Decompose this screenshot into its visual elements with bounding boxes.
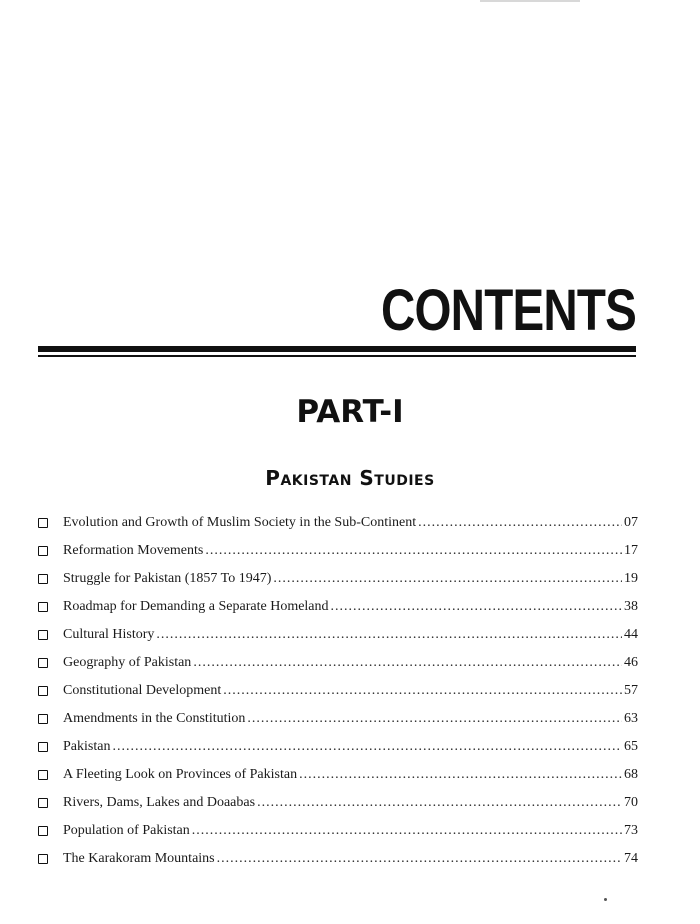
toc-entry[interactable] — [38, 680, 638, 702]
dot-leader — [273, 571, 622, 585]
toc-entry-title: Evolution and Growth of Muslim Society in the Sub-Continent — [63, 515, 417, 530]
toc-entry[interactable] — [38, 596, 638, 618]
toc-entry-title: Pakistan — [63, 739, 111, 754]
section-title: Pakistan Studies — [265, 466, 435, 490]
toc-entry-title: Constitutional Development — [63, 683, 222, 698]
dot-leader — [193, 655, 622, 669]
part-title: PART-I — [296, 394, 404, 430]
dot-leader — [299, 767, 622, 781]
scan-smudge — [480, 0, 580, 2]
toc-entry-page: 38 — [624, 599, 638, 614]
checkbox-bullet-icon — [38, 770, 48, 780]
checkbox-bullet-icon — [38, 798, 48, 808]
toc-entry-title: Struggle for Pakistan (1857 To 1947) — [63, 571, 272, 586]
toc-entry-page: 63 — [624, 711, 638, 726]
toc-entry-page: 68 — [624, 767, 638, 782]
toc-entry[interactable] — [38, 624, 638, 646]
checkbox-bullet-icon — [38, 630, 48, 640]
checkbox-bullet-icon — [38, 714, 48, 724]
toc-entry[interactable] — [38, 820, 638, 842]
toc-entry-title: Roadmap for Demanding a Separate Homeland — [63, 599, 329, 614]
dot-leader — [418, 515, 622, 529]
dot-leader — [223, 683, 622, 697]
dot-leader — [257, 795, 622, 809]
dot-leader — [112, 739, 622, 753]
checkbox-bullet-icon — [38, 518, 48, 528]
checkbox-bullet-icon — [38, 658, 48, 668]
contents-heading: CONTENTS — [380, 278, 636, 343]
heading-rule-thick — [38, 346, 636, 352]
toc-entry-title: Amendments in the Constitution — [63, 711, 246, 726]
toc-entry-page: 19 — [624, 571, 638, 586]
toc-entry-page: 07 — [624, 515, 638, 530]
toc-entry-title: Cultural History — [63, 627, 155, 642]
toc-entry-page: 57 — [624, 683, 638, 698]
toc-entry-page: 74 — [624, 851, 638, 866]
toc-entry[interactable] — [38, 736, 638, 758]
toc-entry-title: Reformation Movements — [63, 543, 204, 558]
scan-speck — [604, 898, 607, 901]
checkbox-bullet-icon — [38, 574, 48, 584]
dot-leader — [205, 543, 622, 557]
toc-entry-title: Geography of Pakistan — [63, 655, 192, 670]
toc-entry[interactable] — [38, 652, 638, 674]
checkbox-bullet-icon — [38, 686, 48, 696]
dot-leader — [217, 851, 622, 865]
checkbox-bullet-icon — [38, 742, 48, 752]
checkbox-bullet-icon — [38, 546, 48, 556]
checkbox-bullet-icon — [38, 602, 48, 612]
checkbox-bullet-icon — [38, 854, 48, 864]
dot-leader — [331, 599, 622, 613]
toc-entry-page: 65 — [624, 739, 638, 754]
toc-entry[interactable] — [38, 568, 638, 590]
dot-leader — [247, 711, 622, 725]
toc-entry-page: 73 — [624, 823, 638, 838]
toc-entry-page: 46 — [624, 655, 638, 670]
toc-entry-title: Population of Pakistan — [63, 823, 190, 838]
toc-entry-title: A Fleeting Look on Provinces of Pakistan — [63, 767, 298, 782]
toc-entry[interactable] — [38, 764, 638, 786]
toc-entry[interactable] — [38, 848, 638, 870]
toc-entry[interactable] — [38, 512, 638, 534]
dot-leader — [156, 627, 622, 641]
dot-leader — [192, 823, 622, 837]
checkbox-bullet-icon — [38, 826, 48, 836]
toc-entry-page: 70 — [624, 795, 638, 810]
toc-entry[interactable] — [38, 792, 638, 814]
toc-entry-page: 17 — [624, 543, 638, 558]
toc-entry[interactable] — [38, 708, 638, 730]
toc-entry-page: 44 — [624, 627, 638, 642]
toc-entry[interactable] — [38, 540, 638, 562]
toc-entry-title: Rivers, Dams, Lakes and Doaabas — [63, 795, 256, 810]
toc-entry-title: The Karakoram Mountains — [63, 851, 215, 866]
heading-rule-thin — [38, 355, 636, 357]
